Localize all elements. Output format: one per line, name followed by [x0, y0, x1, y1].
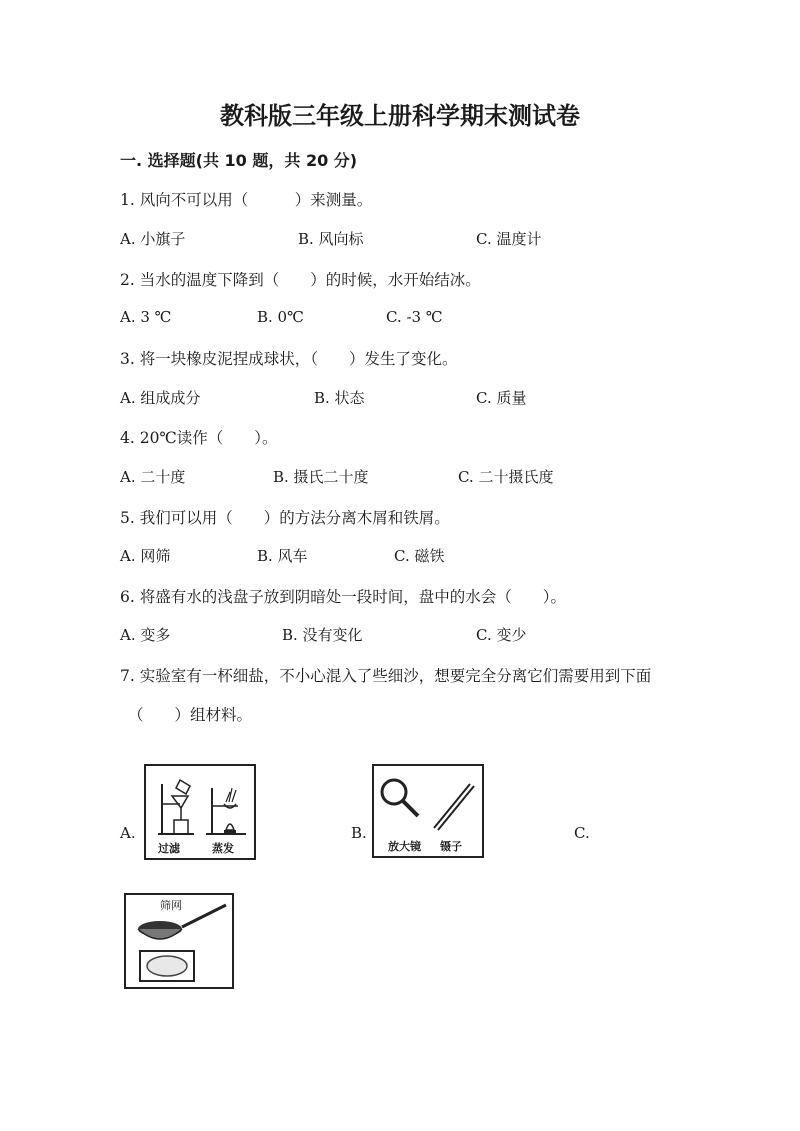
q6-option-b: B. 没有变化	[282, 626, 363, 644]
caption-magnifier: 放大镜	[388, 840, 421, 853]
sieve-icon	[126, 895, 232, 987]
q1-option-a: A. 小旗子	[120, 230, 186, 248]
question-4: 4. 20℃读作（ ）。	[120, 429, 278, 447]
question-6: 6. 将盛有水的浅盘子放到阴暗处一段时间，盘中的水会（ ）。	[120, 588, 566, 606]
caption-tweezers: 镊子	[440, 840, 462, 853]
caption-filter: 过滤	[158, 842, 180, 855]
q1-option-c: C. 温度计	[476, 230, 542, 248]
q4-option-c: C. 二十摄氏度	[458, 468, 554, 486]
q2-option-c: C. -3 ℃	[386, 308, 443, 326]
q3-option-c: C. 质量	[476, 389, 527, 407]
q2-option-a: A. 3 ℃	[120, 308, 172, 326]
question-1: 1. 风向不可以用（ ）来测量。	[120, 191, 373, 209]
q3-option-a: A. 组成成分	[120, 389, 201, 407]
question-5: 5. 我们可以用（ ）的方法分离木屑和铁屑。	[120, 509, 450, 527]
q6-option-c: C. 变少	[476, 626, 527, 644]
question-7-line2: （ ）组材料。	[128, 706, 253, 724]
q5-option-c: C. 磁铁	[394, 547, 445, 565]
question-7: 7. 实验室有一杯细盐，不小心混入了些细沙，想要完全分离它们需要用到下面	[120, 667, 652, 685]
q3-option-b: B. 状态	[314, 389, 365, 407]
q4-option-b: B. 摄氏二十度	[273, 468, 369, 486]
caption-sieve: 筛网	[160, 899, 182, 912]
q5-option-a: A. 网筛	[120, 547, 171, 565]
magnifier-tweezers-image	[372, 764, 484, 858]
filter-evaporate-image	[144, 764, 256, 860]
question-2: 2. 当水的温度下降到（ ）的时候，水开始结冰。	[120, 271, 481, 289]
q7-option-a-label: A.	[120, 824, 136, 842]
q7-option-b-label: B.	[351, 824, 367, 842]
sieve-image	[124, 893, 234, 989]
q2-option-b: B. 0℃	[257, 308, 304, 326]
q5-option-b: B. 风车	[257, 547, 308, 565]
caption-evaporate: 蒸发	[212, 842, 234, 855]
q7-option-c-label: C.	[574, 824, 590, 842]
q1-option-b: B. 风向标	[298, 230, 364, 248]
section-heading: 一. 选择题(共 10 题，共 20 分)	[120, 151, 358, 170]
page-title: 教科版三年级上册科学期末测试卷	[220, 102, 580, 130]
question-3: 3. 将一块橡皮泥捏成球状，（ ）发生了变化。	[120, 350, 458, 368]
q4-option-a: A. 二十度	[120, 468, 186, 486]
q6-option-a: A. 变多	[120, 626, 171, 644]
